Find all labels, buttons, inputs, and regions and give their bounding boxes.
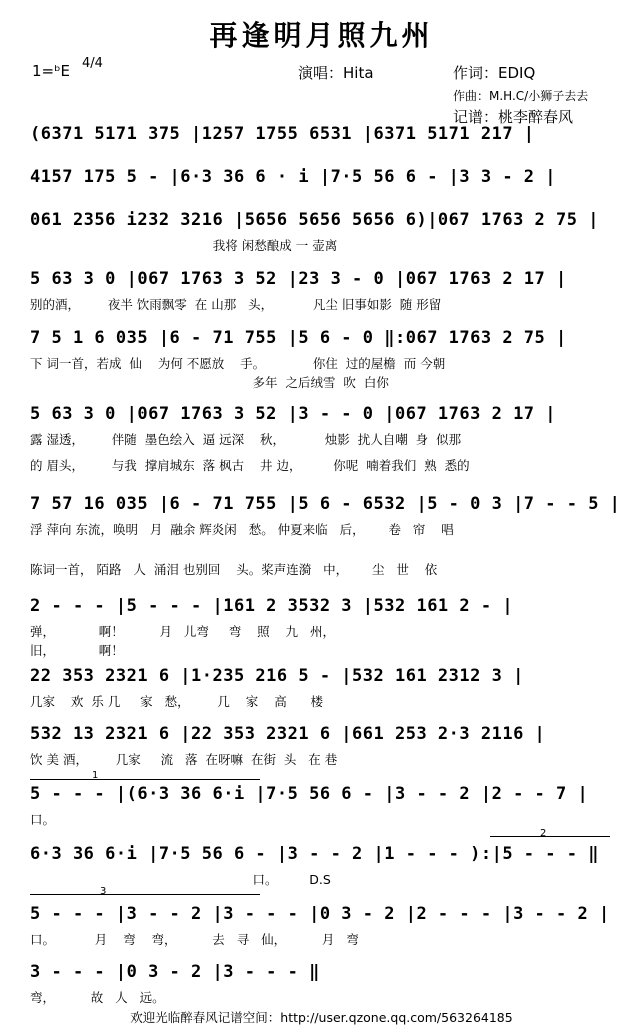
volta-bracket [30,894,260,895]
key-signature: 1=ᵇE [32,62,71,80]
volta-label: 1 [92,770,99,781]
lyric-row: 几家 欢 乐 几 家 愁， 几 家 高 楼 [30,694,324,709]
note-row: 7 57 16 035 |6 - 71 755 |5 6 - 6532 |5 - 0 3 |7 - - 5 | [30,494,621,514]
lyric-row: 露 湿透， 伴随 墨色绘入 逼 远深 秋， 烛影 扰人自嘲 身 似那 [30,432,462,447]
note-row: 5 - - - |(6·3 36 6·i |7·5 56 6 - |3 - - 2 |2 - - 7 | [30,784,589,804]
lyric-row: 口。 月 弯 弯， 去 寻 仙， 月 弯 [30,932,359,947]
note-row: 22 353 2321 6 |1·235 216 5 - |532 161 2312 3 | [30,666,524,686]
lyric-row: 口。 D.S [30,872,331,887]
composer-credit: 作曲：M.H.C/小狮子去去 [453,89,589,103]
lyric-row: 弯， 故 人 远。 [30,990,165,1005]
note-row: 6·3 36 6·i |7·5 56 6 - |3 - - 2 |1 - - - ):|5 - - - ‖ [30,844,599,864]
lyricist-credit: 作词：EDIQ [453,64,536,82]
singer-credit: 演唱：Hita [298,64,374,82]
note-row: 5 63 3 0 |067 1763 3 52 |3 - - 0 |067 1763 2 17 | [30,404,557,424]
transcriber-credit: 记谱：桃李醉春风 [453,108,574,126]
volta-bracket [490,836,610,837]
lyric-row: 浮 萍向 东流，唤明 月 融余 辉炎闲 愁。 仲夏来临 后， 卷 帘 唱 [30,522,454,537]
lyric-row: 口。 [30,812,56,827]
volta-label: 2 [540,828,547,839]
lyric-row: 我将 闲愁酿成 一 壶离 [30,238,338,253]
song-title: 再逢明月照九州 [209,19,434,52]
note-row: 2 - - - |5 - - - |161 2 3532 3 |532 161 2 - | [30,596,514,616]
volta-bracket [30,779,260,780]
note-row: 7 5 1 6 035 |6 - 71 755 |5 6 - 0 ‖:067 1763 2 75 | [30,328,567,348]
lyric-row: 饮 美 酒， 几家 流 落 在呀嘛 在街 头 在 巷 [30,752,338,767]
lyric-row: 的 眉头， 与我 撑肩城东 落 枫古 井 边， 你呢 喃着我们 熟 悉的 [30,458,470,473]
lyric-row: 弹， 啊！ 月 儿弯 弯 照 九 州， [30,624,335,639]
lyric-row: 别的酒， 夜半 饮雨飘零 在 山那 头， 凡尘 旧事如影 随 形留 [30,297,442,312]
note-row: 061 2356 i232 3216 |5656 5656 5656 6)|067 1763 2 75 | [30,210,599,230]
lyric-row: 陈词一首， 陌路 人 涌泪 也别回 头。桨声连漪 中， 尘 世 依 [30,562,438,577]
note-row: 5 63 3 0 |067 1763 3 52 |23 3 - 0 |067 1763 2 17 | [30,269,567,289]
volta-label: 3 [100,886,107,897]
note-row: 532 13 2321 6 |22 353 2321 6 |661 253 2·3 2116 | [30,724,546,744]
note-row: 5 - - - |3 - - 2 |3 - - - |0 3 - 2 |2 - - - |3 - - 2 | [30,904,610,924]
note-row: (6371 5171 375 |1257 1755 6531 |6371 5171 217 | [30,124,535,144]
time-signature: 4/4 [82,56,103,71]
note-row: 4157 175 5 - |6·3 36 6 · i |7·5 56 6 - |3 3 - 2 | [30,167,557,187]
lyric-row: 旧， 啊！ [30,643,124,658]
footer-credit: 欢迎光临醉春风记谱空间：http://user.qzone.qq.com/563264185 [130,1010,513,1025]
lyric-row: 多年 之后绒雪 吹 白你 [30,375,389,390]
lyric-row: 下 词一首，若成 仙 为何 不愿放 手。 你住 过的屋檐 而 今朝 [30,356,446,371]
note-row: 3 - - - |0 3 - 2 |3 - - - ‖ [30,962,320,982]
